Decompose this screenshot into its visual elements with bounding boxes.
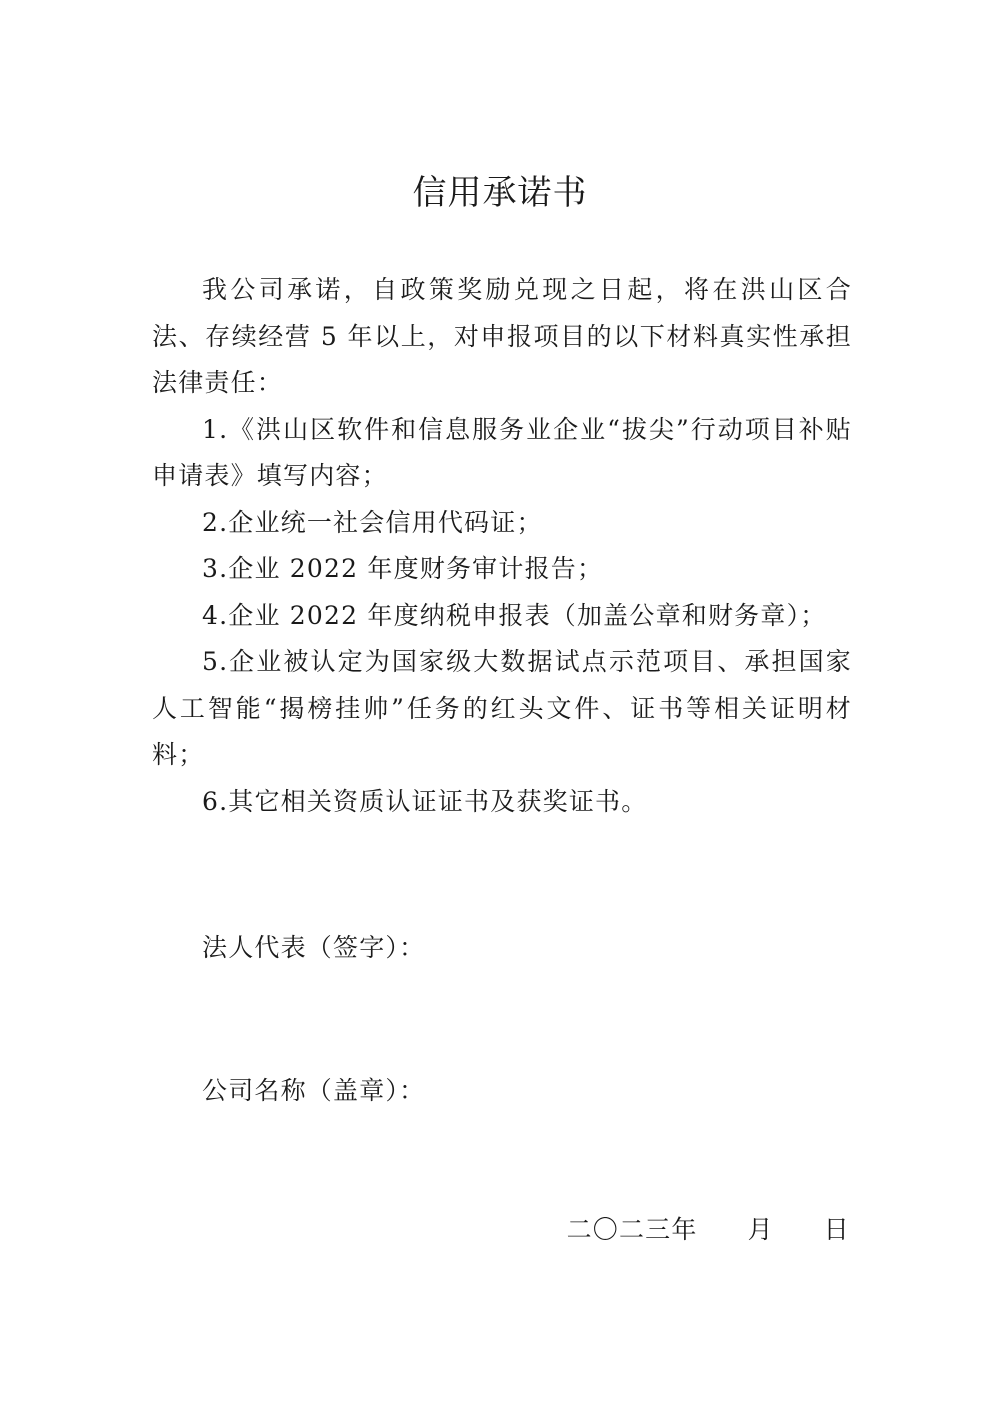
list-item: 5.企业被认定为国家级大数据试点示范项目、承担国家人工智能“揭榜挂帅”任务的红头文件、证书等相关证明材料； <box>152 647 852 769</box>
date-year: 二〇二三年 <box>566 1215 698 1244</box>
date-day: 日 <box>823 1215 850 1244</box>
signing-date <box>567 1207 850 1253</box>
document-title: 信用承诺书 <box>412 173 588 213</box>
list-item: 4.企业 2022 年度纳税申报表（加盖公章和财务章）； <box>202 600 827 630</box>
list-item: 2.企业统一社会信用代码证； <box>202 507 543 537</box>
list-item: 3.企业 2022 年度财务审计报告； <box>202 554 604 583</box>
date-month: 月 <box>747 1215 774 1244</box>
intro-paragraph: 我公司承诺，自政策奖励兑现之日起，将在洪山区合法、存续经营 5 年以上，对申报项目的以下材料真实性承担法律责任： <box>152 275 852 397</box>
list-item: 6.其它相关资质认证证书及获奖证书。 <box>202 786 648 816</box>
legal-representative-signature-label: 法人代表（签字）： <box>202 933 426 962</box>
document-body <box>152 267 852 825</box>
company-seal-label: 公司名称（盖章）： <box>202 1076 426 1105</box>
list-item: 1.《洪山区软件和信息服务业企业“拔尖”行动项目补贴申请表》填写内容； <box>152 414 852 490</box>
